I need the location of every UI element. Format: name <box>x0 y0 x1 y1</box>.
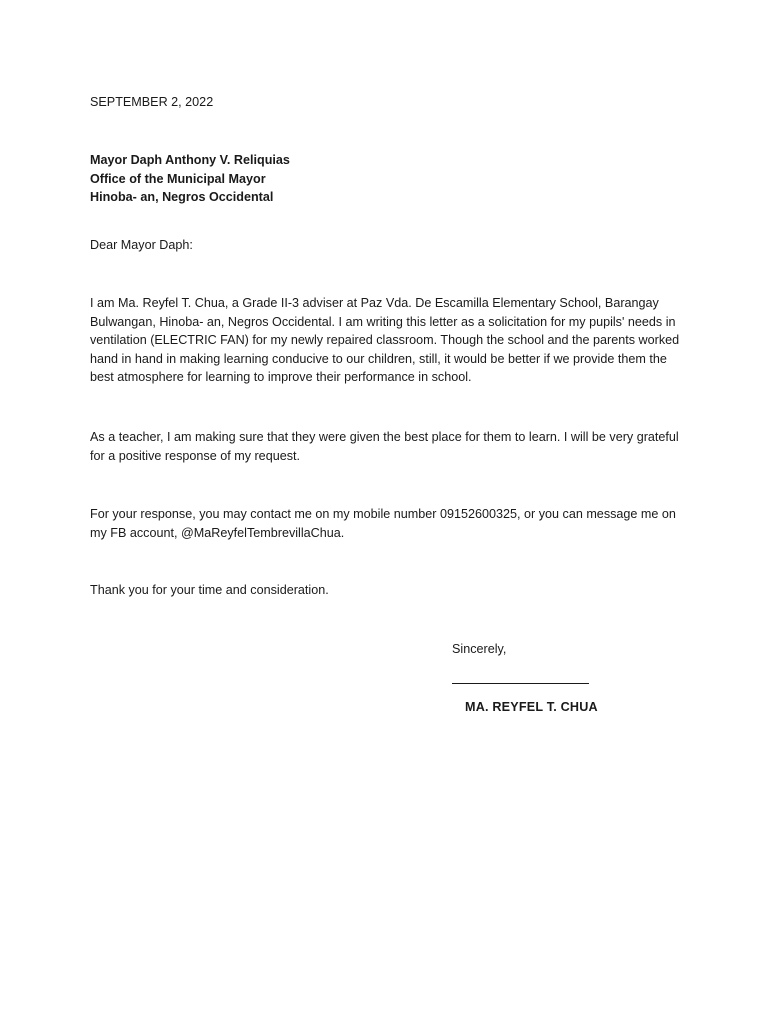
body-paragraph-4: Thank you for your time and consideration. <box>90 583 329 597</box>
recipient-office: Office of the Municipal Mayor <box>90 171 266 186</box>
salutation: Dear Mayor Daph: <box>90 238 193 252</box>
body-paragraph-2: As a teacher, I am making sure that they were given the best place for them to learn. I will be very grateful for a positive response of my request. <box>90 430 679 463</box>
recipient-block <box>90 151 680 207</box>
body-paragraph-1: I am Ma. Reyfel T. Chua, a Grade II-3 adviser at Paz Vda. De Escamilla Elementary School, Barangay Bulwangan, Hinoba- an, Negros Occidental. I am writing this letter as a solicitation for my pupils' needs in ventilation (ELECTRIC FAN) for my newly repaired classroom. Though the school and the parents worked hand in hand in making learning conducive to our children, still, it would be better if we provide them the best atmosphere for learning to improve their performance in school. <box>90 296 680 385</box>
signer-name: MA. REYFEL T. CHUA <box>465 700 598 714</box>
recipient-location: Hinoba- an, Negros Occidental <box>90 190 274 205</box>
body-paragraph-3: For your response, you may contact me on my mobile number 09152600325, or you can message me on my FB account, @MaReyfelTembrevillaChua. <box>90 507 676 540</box>
letter-date: SEPTEMBER 2, 2022 <box>90 95 214 109</box>
signature-line <box>452 683 589 684</box>
closing: Sincerely, <box>452 642 507 656</box>
recipient-name: Mayor Daph Anthony V. Reliquias <box>90 153 290 167</box>
